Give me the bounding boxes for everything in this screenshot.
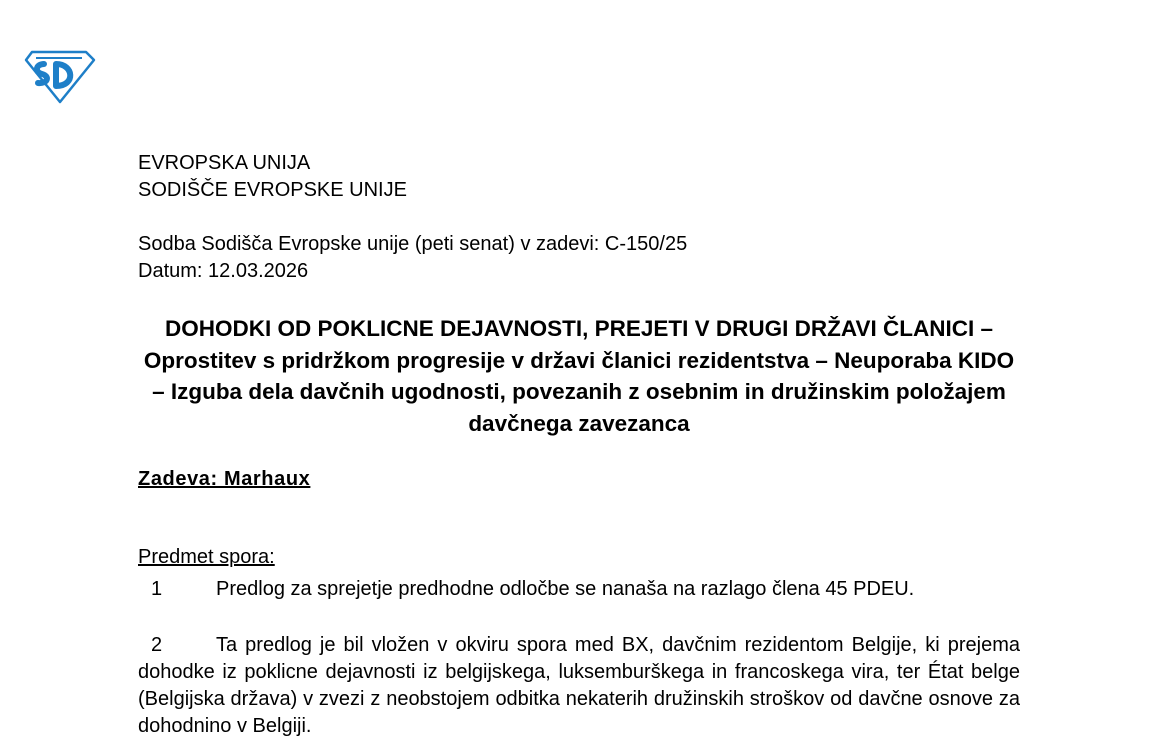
paragraph-number: 2 <box>151 634 163 656</box>
case-info <box>138 231 687 285</box>
court-logo <box>22 48 96 104</box>
paragraph <box>138 632 1020 740</box>
case-subject: Zadeva: Marhaux <box>138 468 311 490</box>
paragraph-text: Ta predlog je bil vložen v okviru spora med BX, davčnim rezidentom Belgije, ki prejema dohodke iz poklicne dejavnosti iz belgijskega, luksemburškega in francoskega vira, ter État belge (Belgijska država) v zvezi z neobstojem odbitka nekaterih družinskih stroškov od davčne osnove za dohodnino v Belgiji. <box>138 634 1020 737</box>
paragraph-number: 1 <box>151 578 163 600</box>
court-header <box>138 150 407 204</box>
paragraph <box>138 576 1020 603</box>
section-heading: Predmet spora: <box>138 546 275 568</box>
case-date: Datum: 12.03.2026 <box>138 260 309 282</box>
case-reference: Sodba Sodišča Evropske unije (peti senat) v zadevi: C-150/25 <box>138 233 688 255</box>
document-title: DOHODKI OD POKLICNE DEJAVNOSTI, PREJETI V DRUGI DRŽAVI ČLANICI – Oprostitev s pridržkom progresije v državi članici rezidentstva – Neuporaba KIDO – Izguba dela davčnih ugodnosti, povezanih z osebnim in družinskim položajem davčnega zavezanca <box>143 316 1015 436</box>
header-court: SODIŠČE EVROPSKE UNIJE <box>138 179 407 201</box>
header-union: EVROPSKA UNIJA <box>138 152 311 174</box>
sd-shield-logo-icon <box>22 48 96 104</box>
paragraph-text: Predlog za sprejetje predhodne odločbe se nanaša na razlago člena 45 PDEU. <box>216 578 915 600</box>
